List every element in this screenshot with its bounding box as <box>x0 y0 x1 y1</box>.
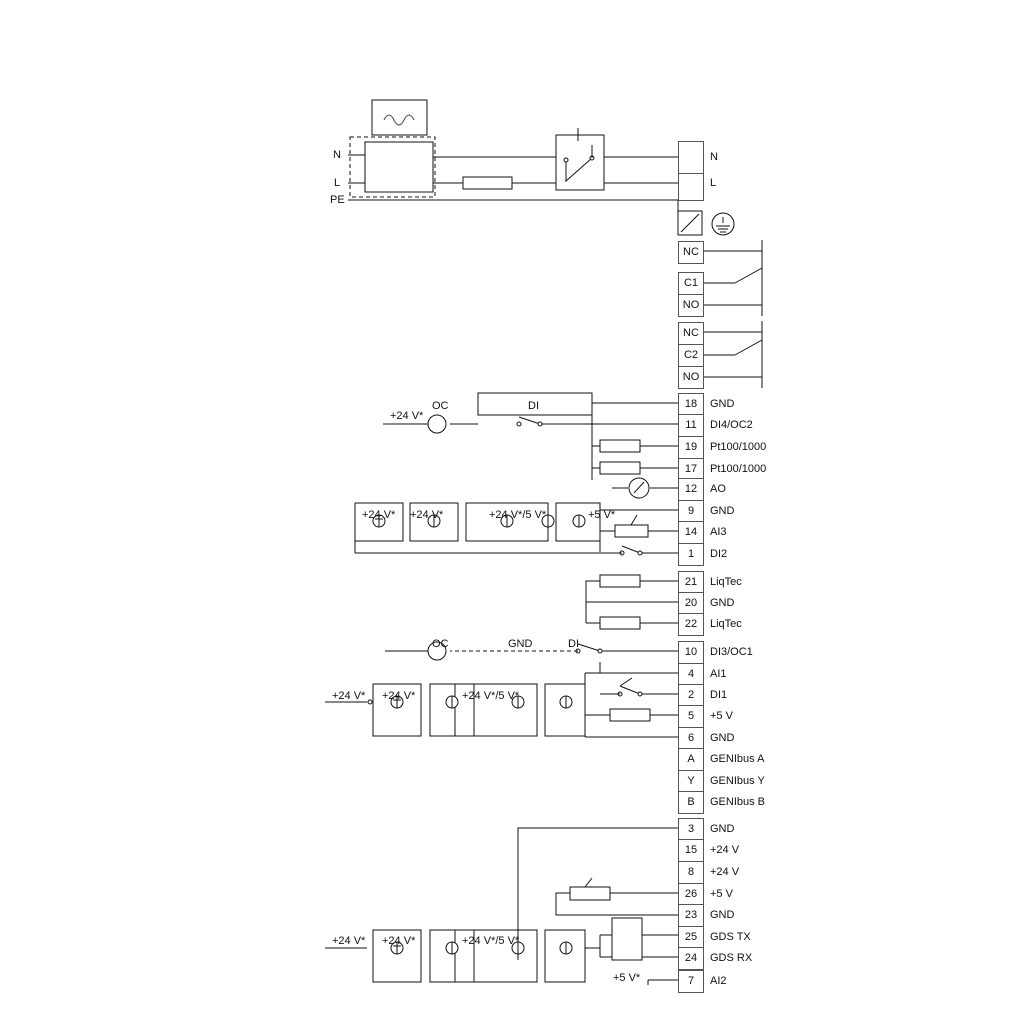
terminal-label-14: AI3 <box>710 526 727 538</box>
annotation-v24-c0: +24 V* <box>332 935 366 947</box>
annotation-v24-di4: +24 V* <box>390 410 424 422</box>
terminal-number-12: 12 <box>678 478 704 501</box>
terminal-number-9: 9 <box>678 500 704 523</box>
annotation-v24-a1: +24 V* <box>362 509 396 521</box>
terminal-label-9: GND <box>710 505 735 517</box>
terminal-label-3: GND <box>710 823 735 835</box>
terminal-label-20: GND <box>710 597 735 609</box>
terminal-label-15: +24 V <box>710 844 740 856</box>
annotation-v24-5-c: +24 V*/5 V* <box>462 935 520 947</box>
terminal-number-1: 1 <box>678 543 704 566</box>
relay2-nc-terminal: NC <box>678 322 704 345</box>
terminal-label-A: GENIbus A <box>710 753 765 765</box>
relay1-no-terminal: NO <box>678 294 704 317</box>
terminal-number-Y: Y <box>678 770 704 793</box>
terminal-number-8: 8 <box>678 861 704 884</box>
terminal-label-6: GND <box>710 732 735 744</box>
output-l-label: L <box>710 177 717 189</box>
mains-pe-label: PE <box>330 194 345 206</box>
relay2-no-terminal: NO <box>678 366 704 389</box>
relay2-c-terminal: C2 <box>678 344 704 367</box>
annotation-oc2: OC <box>432 638 449 650</box>
terminal-number-4: 4 <box>678 663 704 686</box>
terminal-label-B: GENIbus B <box>710 796 766 808</box>
terminal-number-5: 5 <box>678 705 704 728</box>
relay1-c-terminal: C1 <box>678 272 704 295</box>
mains-n-label: N <box>333 149 341 161</box>
output-n-label: N <box>710 151 718 163</box>
output-terminal-l <box>678 173 704 201</box>
terminal-label-7: AI2 <box>710 975 727 987</box>
terminal-number-15: 15 <box>678 839 704 862</box>
terminal-label-4: AI1 <box>710 668 727 680</box>
terminal-number-19: 19 <box>678 436 704 459</box>
terminal-label-Y: GENIbus Y <box>710 775 765 787</box>
annotation-v24-c1: +24 V* <box>382 935 416 947</box>
terminal-number-26: 26 <box>678 883 704 906</box>
terminal-label-12: AO <box>710 483 726 495</box>
annotation-v24-b0: +24 V* <box>332 690 366 702</box>
terminal-label-25: GDS TX <box>710 931 751 943</box>
annotation-v24-b1: +24 V* <box>382 690 416 702</box>
terminal-number-10: 10 <box>678 641 704 664</box>
terminal-number-B: B <box>678 791 704 814</box>
terminal-label-1: DI2 <box>710 548 728 560</box>
terminal-number-A: A <box>678 748 704 771</box>
terminal-label-23: GND <box>710 909 735 921</box>
annotation-oc1: OC <box>432 400 449 412</box>
mains-l-label: L <box>334 177 341 189</box>
terminal-number-22: 22 <box>678 613 704 636</box>
terminal-label-18: GND <box>710 398 735 410</box>
annotation-di-mid: DI <box>568 638 579 650</box>
terminal-label-2: DI1 <box>710 689 728 701</box>
annotation-v5-a: +5 V* <box>588 509 616 521</box>
terminal-number-17: 17 <box>678 458 704 481</box>
terminal-label-11: DI4/OC2 <box>710 419 753 431</box>
terminal-number-6: 6 <box>678 727 704 750</box>
annotation-di-top: DI <box>528 400 539 412</box>
annotation-v5-c: +5 V* <box>613 972 641 984</box>
terminal-label-10: DI3/OC1 <box>710 646 753 658</box>
annotation-v24-a2: +24 V* <box>410 509 444 521</box>
terminal-number-21: 21 <box>678 571 704 594</box>
terminal-number-24: 24 <box>678 947 704 970</box>
terminal-label-5: +5 V <box>710 710 733 722</box>
terminal-number-18: 18 <box>678 393 704 416</box>
annotation-v24-5-b: +24 V*/5 V* <box>462 690 520 702</box>
terminal-label-8: +24 V <box>710 866 740 878</box>
output-terminal-n <box>678 141 704 175</box>
annotation-v24-5-a: +24 V*/5 V* <box>489 509 547 521</box>
terminal-number-3: 3 <box>678 818 704 841</box>
terminal-label-19: Pt100/1000 <box>710 441 767 453</box>
terminal-label-22: LiqTec <box>710 618 742 630</box>
terminal-label-24: GDS RX <box>710 952 753 964</box>
terminal-number-25: 25 <box>678 926 704 949</box>
terminal-number-2: 2 <box>678 684 704 707</box>
annotation-gnd-mid: GND <box>508 638 533 650</box>
terminal-label-17: Pt100/1000 <box>710 463 767 475</box>
terminal-label-21: LiqTec <box>710 576 742 588</box>
terminal-number-11: 11 <box>678 414 704 437</box>
terminal-number-14: 14 <box>678 521 704 544</box>
terminal-number-23: 23 <box>678 904 704 927</box>
relay1-nc-terminal: NC <box>678 241 704 264</box>
terminal-number-20: 20 <box>678 592 704 615</box>
terminal-number-7: 7 <box>678 970 704 993</box>
terminal-label-26: +5 V <box>710 888 733 900</box>
